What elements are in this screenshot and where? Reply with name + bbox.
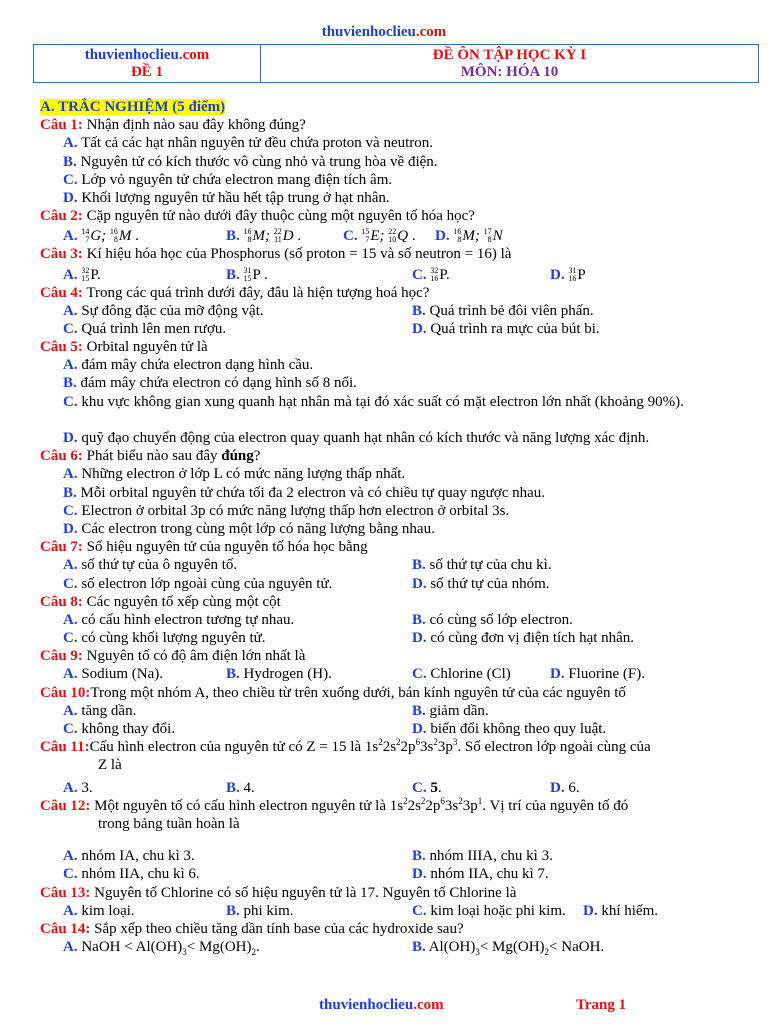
question-1: Câu 1: Nhận định nào sau đây không đúng? (40, 117, 306, 134)
question-3: Câu 3: Kí hiệu hóa học của Phosphorus (số proton = 15 và số neutron = 16) là (40, 246, 512, 263)
exam-subject: MÔN: HÓA 10 (460, 64, 559, 80)
q2-options: A. 14 7G; 16 8M . B. 16 8M; 22 11D . C. 15 7E; 22 10Q . D. 16 8M; 17 8N (63, 227, 503, 245)
header-left: thuvienhoclieu.com ĐỀ 1 (34, 45, 261, 82)
question-7: Câu 7: Số hiệu nguyên tử của nguyên tố hóa học bằng (40, 539, 368, 556)
question-list: A. TRẮC NGHIỆM (5 điểm) Câu 1: Nhận định nào sau đây không đúng? A. Tất cả các hạt nhân nguyên tử đều chứa proton và neutron. B. Nguyên tử có kích thước vô cùng nhỏ và trung hòa về điện. C. Lớp vỏ nguyên tử chứa electron mang điện tích âm. D. Khối lượng nguyên tử hầu hết tập trung ở hạt nhân. Câu 2: Cặp nguyên tử nào dưới đây thuộc cùng một nguyên tố hóa học? A. 14 7G; 16 8M . B. 16 8M; 22 11D . C. 15 7E; 22 10Q . D. 16 8M; 17 8N Câu 3: Kí hiệu hóa học của Phosphorus (số proton = 15 và số neutron = 16) là A. 32 15P. B. 31 15P . C. 32 16P. D. 31 16P Câu 4: Trong các quá trình dưới đây, đâu là hiện tượng hoá học? A. Sự đông đặc của mỡ động vật. B. Quá trình bẻ đôi viên phấn. C. Quá trình lên men rượu. D. Quá trình ra mực của bút bi. Câu 5: Orbital nguyên tử là A. đám mây chứa electron dạng hình cầu. B. đám mây chứa electron có dạng hình số 8 nổi. C. khu vực không gian xung quanh hạt nhân mà tại đó xác suất có mặt electron lớn nhất (khoảng 90%). D. quỹ đạo chuyển động của electron quay quanh hạt nhân có kích thước và năng lượng xác định. Câu 6: Phát biểu nào sau đây đúng? A. Những electron ở lớp L có mức năng lượng thấp nhất. B. Mỗi orbital nguyên tử chứa tối đa 2 electron và có chiều tự quay ngược nhau. C. Electron ở orbital 3p có mức năng lượng thấp hơn electron ở orbital 3s. D. Các electron trong cùng một lớp có năng lượng bằng nhau. Câu 7: Số hiệu nguyên tử của nguyên tố hóa học bằng A. số thứ tự của ô nguyên tố. B. số thứ tự của chu kì. C. số electron lớp ngoài cùng của nguyên tử. D. số thứ tự của nhóm. Câu 8: Các nguyên tố xếp cùng một cột A. có cấu hình electron tương tự nhau. B. có cùng số lớp electron. C. có cùng khối lượng nguyên tử. D. có cùng đơn vị điện tích hạt nhân. Câu 9: Nguyên tố có độ âm điện lớn nhất là A. Sodium (Na). B. Hydrogen (H). C. Chlorine (Cl) D. Fluorine (F). Câu 10:Trong một nhóm A, theo chiều từ trên xuống dưới, bán kính nguyên tử của các nguyên tố A. tăng dần. B. giảm dần. C. không thay đổi. D. biến đổi không theo quy luật. Câu 11:Cấu hình electron của nguyên tử có Z = 15 là $1s^22s^22p^63s^23p^3$. Số electron lớp ngoài cùng của Z là A. 3. B. 4. C. 5. D. 6. Câu 12: Một nguyên tố có cấu hình electron nguyên tử là $1s^22s^22p^63s^23p^1$. Vị trí của nguyên tố đó trong bảng tuần hoàn là A. nhóm IA, chu kì 3. B. nhóm IIIA, chu kì 3. C. nhóm IIA, chu kì 6. D. nhóm IIA, chu kì 7. Câu 13: Nguyên tố Chlorine có số hiệu nguyên tử là 17. Nguyên tố Chlorine là A. kim loại. B. phi kim. C. kim loại hoặc phi kim. D. khí hiếm. Câu 14: Sắp xếp theo chiều tăng dần tính base của các hydroxide sau? A. NaOH < $Al(OH)_3< Mg(OH)_2$. B. $Al(OH)_3< Mg(OH)_2<$ NaOH. (40, 98, 752, 956)
page-number: Trang 1 (576, 997, 627, 1013)
question-9: Câu 9: Nguyên tố có độ âm điện lớn nhất là (40, 648, 306, 665)
question-12: Câu 12: Một nguyên tố có cấu hình electron nguyên tử là $1s^22s^22p^63s^23p^1$. Vị trí của nguyên tố đó (40, 795, 629, 814)
site-name: thuvienhoclieu.com (321, 24, 447, 40)
question-10: Câu 10:Trong một nhóm A, theo chiều từ trên xuống dưới, bán kính nguyên tử của các nguyên tố (40, 684, 626, 701)
section-title: A. TRẮC NGHIỆM (5 điểm) (40, 99, 226, 115)
exam-header (33, 44, 759, 83)
question-4: Câu 4: Trong các quá trình dưới đây, đâu là hiện tượng hoá học? (40, 284, 430, 301)
question-8: Câu 8: Các nguyên tố xếp cùng một cột (40, 593, 281, 610)
question-11: Câu 11:Cấu hình electron của nguyên tử có Z = 15 là $1s^22s^22p^63s^23p^3$. Số electron lớp ngoài cùng của (40, 737, 651, 756)
question-2: Câu 2: Cặp nguyên tử nào dưới đây thuộc cùng một nguyên tố hóa học? (40, 208, 475, 225)
question-14: Câu 14: Sắp xếp theo chiều tăng dần tính base của các hydroxide sau? (40, 920, 464, 937)
question-6: Câu 6: Phát biểu nào sau đây đúng? (40, 448, 261, 465)
header-right (261, 45, 758, 82)
q3-options: A. 32 15P. B. 31 15P . C. 32 16P. D. 31 16P (63, 265, 586, 283)
exam-title: ĐỀ ÔN TẬP HỌC KỲ I (432, 47, 587, 63)
question-5: Câu 5: Orbital nguyên tử là (40, 339, 208, 356)
exam-number: ĐỀ 1 (130, 64, 164, 80)
question-13: Câu 13: Nguyên tố Chlorine có số hiệu nguyên tử là 17. Nguyên tố Chlorine là (40, 884, 517, 901)
